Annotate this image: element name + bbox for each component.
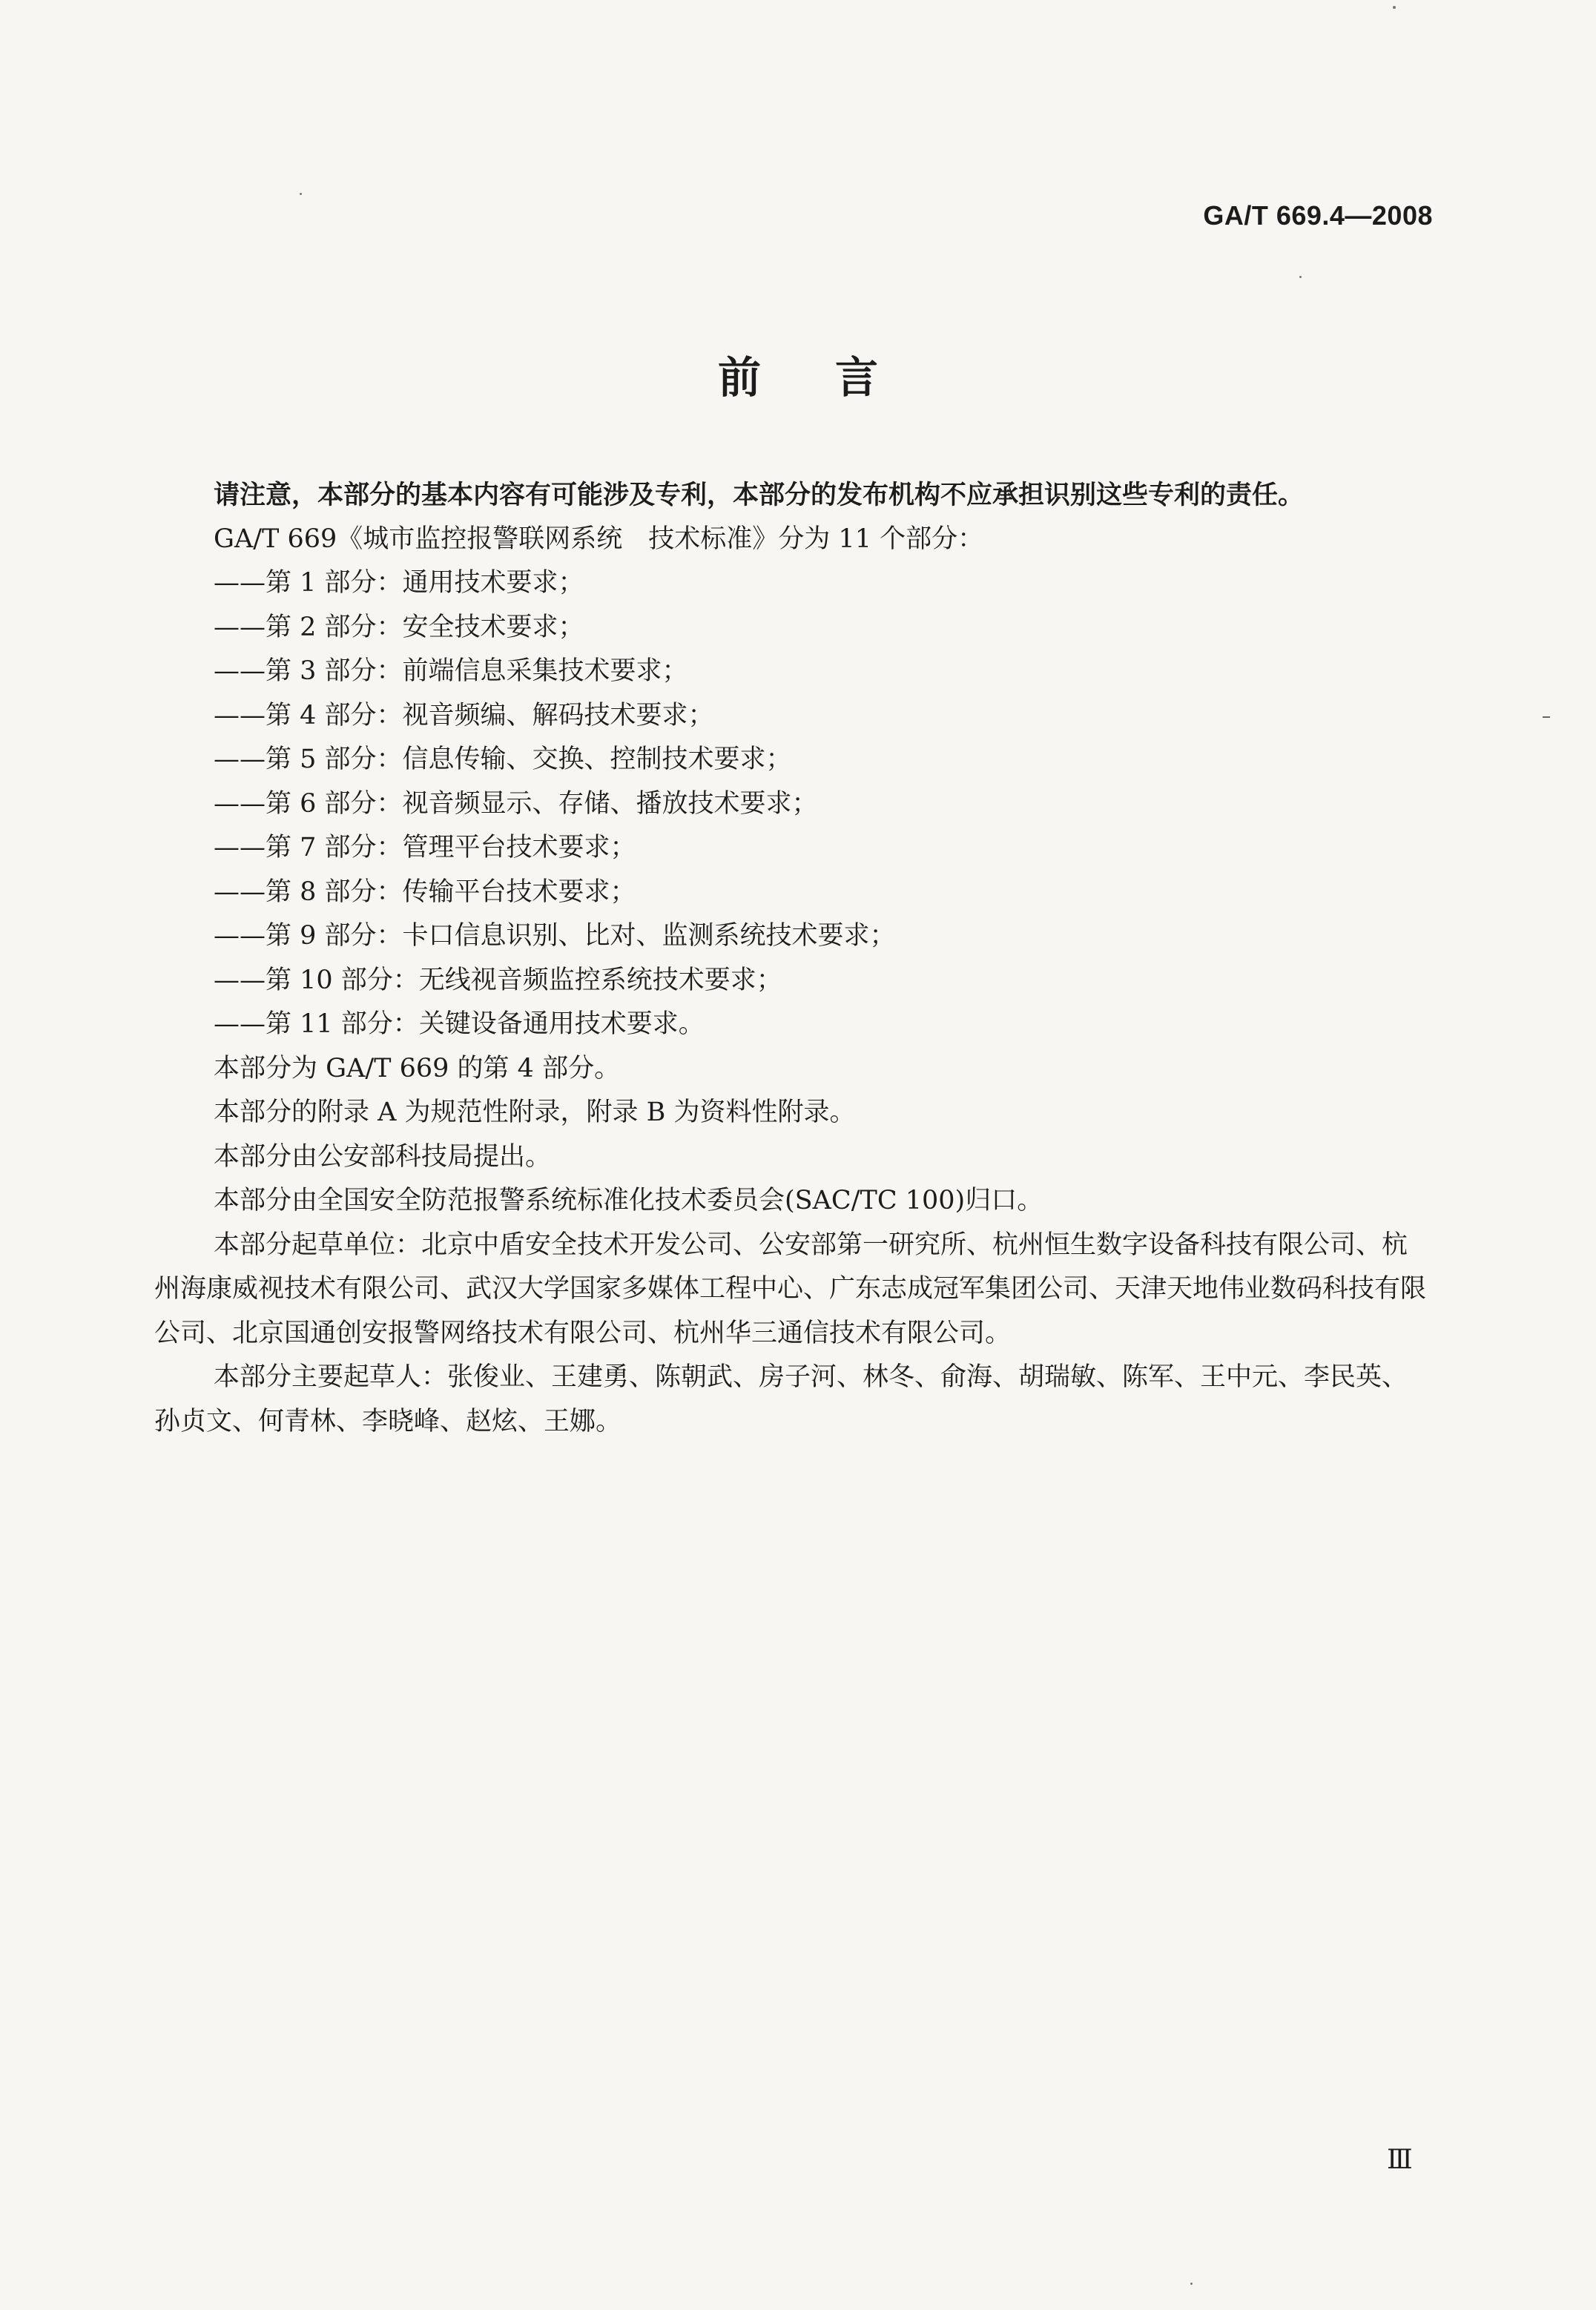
annex-statement: 本部分的附录 A 为规范性附录，附录 B 为资料性附录。 <box>214 1098 856 1127</box>
title-char-2: 言 <box>835 352 879 403</box>
drafting-units: 本部分起草单位：北京中盾安全技术开发公司、公安部第一研究所、杭州恒生数字设备科技有限公司、杭州海康威视技术有限公司、武汉大学国家多媒体工程中心、广东志成冠军集团公司、天津天地伟业数码科技有限公司、北京国通创安报警网络技术有限公司、杭州华三通信技术有限公司。 <box>154 1230 1427 1348</box>
page-number: Ⅲ <box>1387 2145 1413 2175</box>
scan-mark <box>1543 716 1550 718</box>
scan-speck <box>1190 2283 1193 2285</box>
scan-speck <box>1393 6 1396 9</box>
part-list-item: ——第 9 部分：卡口信息识别、比对、监测系统技术要求； <box>214 921 896 951</box>
scan-speck <box>300 193 302 195</box>
part-list-item: ——第 10 部分：无线视音频监控系统技术要求； <box>214 965 782 995</box>
part-list-item: ——第 2 部分：安全技术要求； <box>214 612 584 642</box>
part-list-item: ——第 4 部分：视音频编、解码技术要求； <box>214 700 714 730</box>
foreword-body <box>154 473 1431 1444</box>
main-drafters: 本部分主要起草人：张俊业、王建勇、陈朝武、房子河、林冬、俞海、胡瑞敏、陈军、王中元、李民英、孙贞文、何青林、李晓峰、赵炫、王娜。 <box>154 1362 1408 1436</box>
committee-statement: 本部分由全国安全防范报警系统标准化技术委员会(SAC/TC 100)归口。 <box>214 1186 1043 1215</box>
part-list-item: ——第 7 部分：管理平台技术要求； <box>214 833 636 862</box>
part-list-item: ——第 11 部分：关键设备通用技术要求。 <box>214 1009 705 1039</box>
proposer-statement: 本部分由公安部科技局提出。 <box>214 1141 552 1172</box>
patent-notice: 请注意，本部分的基本内容有可能涉及专利，本部分的发布机构不应承担识别这些专利的责任。 <box>214 480 1305 510</box>
part-list-item: ——第 8 部分：传输平台技术要求； <box>214 877 636 907</box>
part-list-item: ——第 5 部分：信息传输、交换、控制技术要求； <box>214 745 792 774</box>
page-title <box>0 343 1596 405</box>
part-list-item: ——第 1 部分：通用技术要求； <box>214 568 584 598</box>
part-list-item: ——第 6 部分：视音频显示、存储、播放技术要求； <box>214 788 818 819</box>
scan-speck <box>1299 276 1302 278</box>
part-statement: 本部分为 GA/T 669 的第 4 部分。 <box>214 1053 621 1083</box>
series-intro: GA/T 669《城市监控报警联网系统 技术标准》分为 11 个部分： <box>214 524 984 554</box>
part-list-item: ——第 3 部分：前端信息采集技术要求； <box>214 656 688 686</box>
title-char-1: 前 <box>717 352 761 403</box>
document-code: GA/T 669.4—2008 <box>1203 200 1433 231</box>
